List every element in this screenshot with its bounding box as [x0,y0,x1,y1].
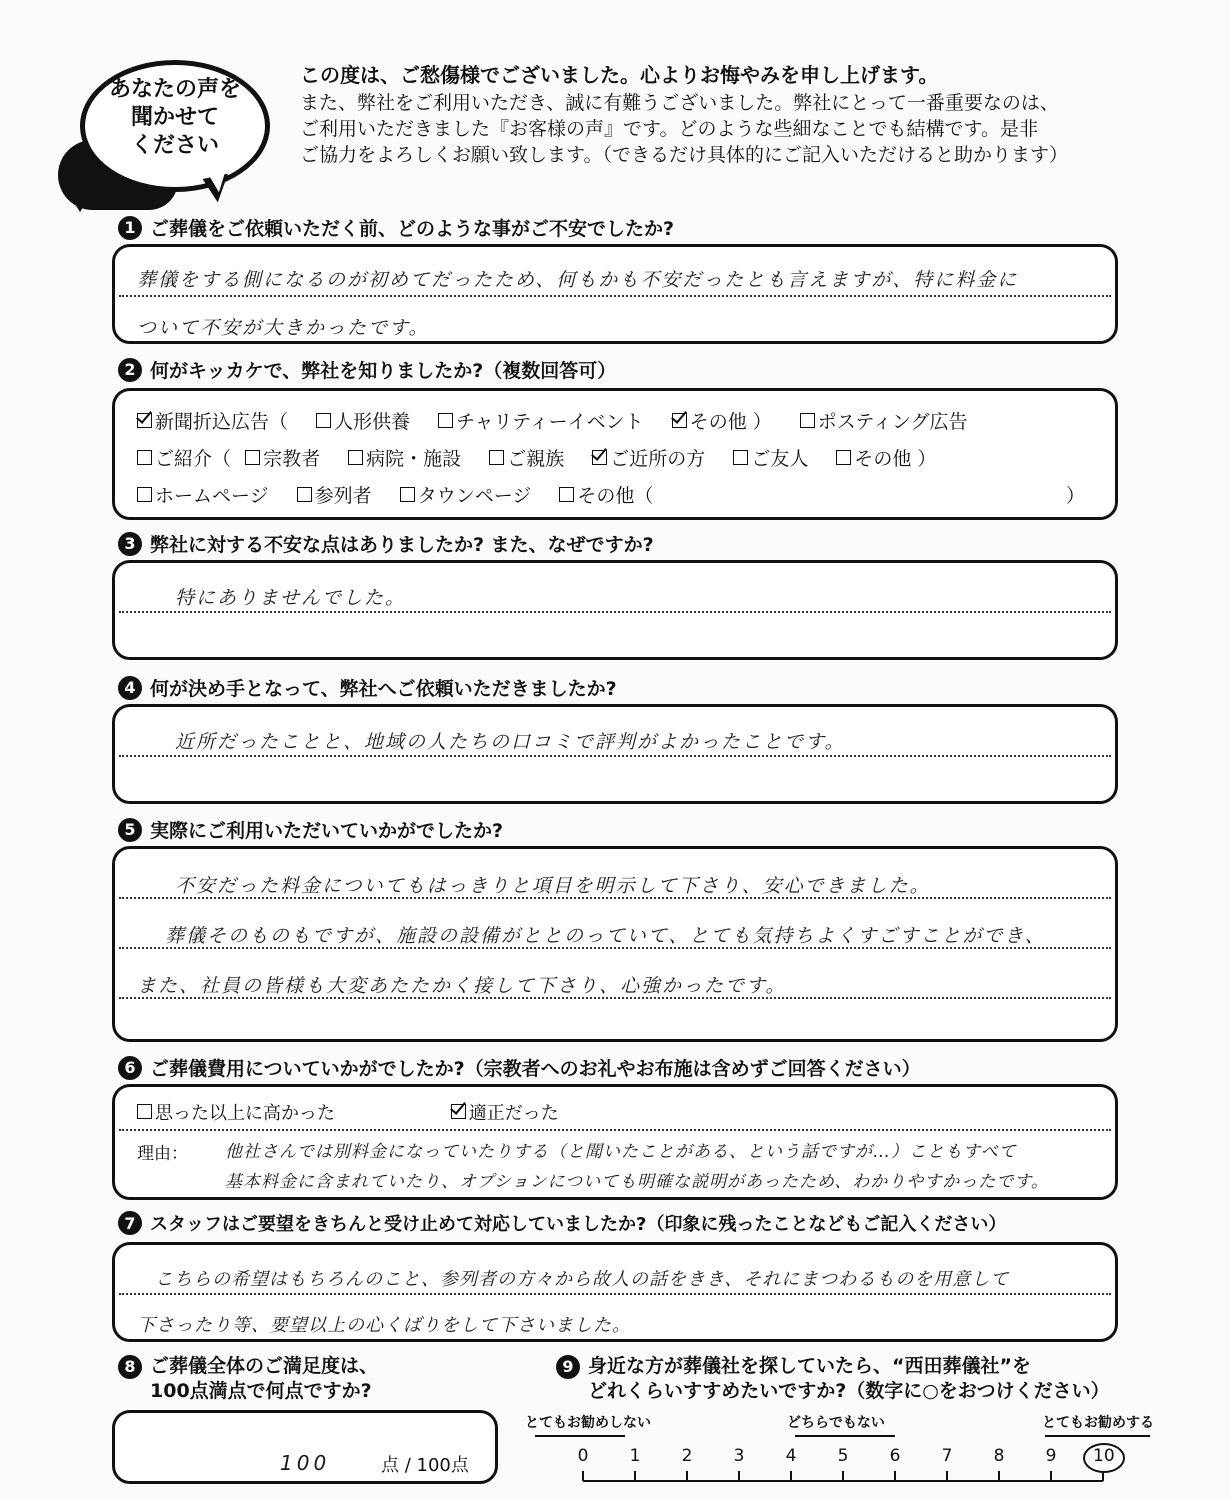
option-label: その他（ [577,485,654,507]
answer-box-3[interactable] [112,560,1118,660]
checkbox-checked[interactable] [592,450,607,465]
checkbox[interactable] [245,450,260,465]
bubble-line: ください [130,133,219,158]
option-posting-ad[interactable] [800,407,968,434]
scale-tick-label[interactable]: 4 [785,1446,797,1466]
checkbox-checked[interactable] [137,413,152,428]
question-9 [556,1354,1110,1404]
option-label: タウンページ [417,485,532,507]
option-row [137,407,990,434]
option-label: チャリティーイベント [456,411,644,433]
option-hospital[interactable] [348,444,461,471]
speech-bubble-tail-inner [209,173,228,194]
question-text: どれくらいすすめたいですか?（数字に○をおつけください） [588,1380,1110,1402]
checkbox[interactable] [733,450,748,465]
option-relatives[interactable] [489,444,564,471]
option-label: 適正だった [468,1103,559,1124]
option-other-referral[interactable] [836,444,936,471]
question-number: 6 [118,1056,142,1080]
handwritten-answer: また、社員の皆様も大変あたたかく接して下さり、心強かったです。 [137,975,787,997]
option-label: 思った以上に高かった [155,1103,335,1124]
scale-label-mid: どちらでもない [787,1415,885,1431]
ruled-line [119,1293,1111,1295]
answer-box-4[interactable] [112,704,1118,804]
question-4 [118,674,617,701]
scale-tick-label[interactable]: 2 [681,1446,693,1466]
bubble-text [80,76,270,160]
question-text: スタッフはご要望をきちんと受け止めて対応していましたか?（印象に残ったことなどもご記入ください） [150,1214,1007,1235]
question-number: 4 [118,676,142,700]
question-5 [118,816,503,843]
checkbox[interactable] [348,450,363,465]
question-text: 弊社に対する不安な点はありましたか? また、なぜですか? [150,534,654,556]
checkbox[interactable] [559,487,574,502]
option-homepage[interactable] [137,481,269,508]
intro-line: また、弊社をご利用いただき、誠に有難うございました。弊社にとって一番重要なのは、 [300,92,1059,114]
selected-circle [1083,1443,1125,1473]
question-text: 何が決め手となって、弊社へご依頼いただきましたか? [150,678,617,700]
answer-box-6[interactable] [112,1084,1118,1200]
option-too-expensive[interactable] [137,1099,335,1125]
intro-line: ご利用いただきました『お客様の声』です。どのような些細なことでも結構です。是非 [300,118,1038,140]
option-doll-memorial[interactable] [316,407,410,434]
bubble-line: あなたの声を [108,77,241,102]
score-box[interactable] [112,1410,498,1484]
question-8 [118,1354,378,1404]
bubble-shadow-tail [66,190,94,212]
scale-tick-label[interactable]: 8 [993,1446,1005,1466]
scale-label-high: とてもお勧めする [1042,1415,1154,1431]
option-label: ご近所の方 [610,448,706,470]
option-neighbors[interactable] [592,444,705,471]
question-number: 8 [118,1355,142,1379]
question-number: 7 [118,1211,142,1235]
question-7 [118,1210,1006,1236]
scale-tick-label[interactable]: 1 [629,1446,641,1466]
option-label: 病院・施設 [366,448,462,470]
option-label: ご友人 [751,448,809,470]
question-text: 実際にご利用いただいていかがでしたか? [150,820,504,842]
checkbox-checked[interactable] [451,1104,466,1119]
handwritten-answer: こちらの希望はもちろんのこと、参列者の方々から故人の話をきき、それにまつわるものを用意して [155,1269,1010,1290]
option-religious[interactable] [245,444,320,471]
option-other-free[interactable] [559,481,653,508]
checkbox-checked[interactable] [672,413,687,428]
bubble-line: 聞かせて [130,105,219,130]
handwritten-answer: 下さったり等、要望以上の心くばりをして下さいました。 [137,1315,631,1336]
ruled-line [119,755,1111,757]
option-label: ホームページ [155,485,269,507]
option-row [137,481,675,508]
question-number: 2 [118,358,142,382]
checkbox[interactable] [137,1104,152,1119]
scale-tick-label[interactable]: 7 [941,1446,953,1466]
question-number: 5 [118,818,142,842]
option-label: 新聞折込広告（ [155,411,289,433]
bracket-low [535,1435,625,1437]
option-row [137,444,958,471]
option-friends[interactable] [733,444,808,471]
question-3 [118,530,654,557]
option-newspaper[interactable] [137,407,288,434]
option-label: ご紹介（ [155,448,232,470]
option-label: その他 ） [689,411,772,433]
checkbox[interactable] [438,413,453,428]
option-reasonable[interactable] [451,1099,559,1125]
option-attendee[interactable] [297,481,372,508]
option-label: 参列者 [314,485,372,507]
answer-box-7[interactable] [112,1242,1118,1342]
scale-tick-label[interactable]: 0 [577,1446,589,1466]
option-label: ご親族 [507,448,565,470]
scale-tick-label[interactable]: 6 [889,1446,901,1466]
option-charity-event[interactable] [438,407,644,434]
option-referral[interactable] [137,444,231,471]
score-suffix: 点 / 100点 [381,1455,469,1476]
question-1 [118,214,674,241]
answer-box-1[interactable] [112,244,1118,344]
checkbox[interactable] [800,413,815,428]
scale-label-low: とてもお勧めしない [525,1415,651,1431]
ruled-line [119,1129,1111,1131]
option-label: ポスティング広告 [817,411,968,433]
option-row [137,1099,581,1125]
reason-label: 理由： [137,1144,188,1164]
option-label: 人形供養 [334,411,411,433]
ruled-line [119,611,1111,613]
question-number: 9 [556,1355,580,1379]
handwritten-answer: 近所だったことと、地域の人たちの口コミで評判がよかったことです。 [175,731,846,753]
intro-lead: この度は、ご愁傷様でございました。心よりお悔やみを申し上げます。 [300,63,939,87]
bracket-mid [795,1435,895,1437]
question-text: ご葬儀全体のご満足度は、 [150,1355,379,1377]
intro-line: ご協力をよろしくお願い致します。（できるだけ具体的にご記入いただけると助かります） [300,144,1068,166]
handwritten-answer: 基本料金に含まれていたり、オプションについても明確な説明があったため、わかりやすかったです。 [225,1172,1049,1192]
option-label: その他 ） [854,448,937,470]
recommend-scale [515,1410,1195,1500]
scale-baseline [583,1480,1103,1482]
handwritten-answer: 特にありませんでした。 [175,587,407,609]
checkbox[interactable] [137,487,152,502]
handwritten-answer: 不安だった料金についてもはっきりと項目を明示して下さり、安心できました。 [175,875,931,897]
handwritten-answer: ついて不安が大きかったです。 [137,317,430,339]
question-text: 身近な方が葬儀社を探していたら、“西田葬儀社”を [588,1355,1031,1377]
checkbox[interactable] [836,450,851,465]
question-6 [118,1054,921,1081]
intro-text [300,62,1130,168]
question-text: ご葬儀費用についていかがでしたか?（宗教者へのお礼やお布施は含めずご回答ください） [150,1058,921,1080]
scale-tick-label[interactable]: 5 [837,1446,849,1466]
question-number: 1 [118,216,142,240]
handwritten-answer: 葬儀そのものもですが、施設の設備がととのっていて、とても気持ちよくすごすことができ、 [165,925,1046,947]
scale-tick-label[interactable]: 10 [1093,1446,1115,1466]
checkbox[interactable] [137,450,152,465]
answer-box-5[interactable] [112,846,1118,1042]
close-paren: ） [1065,485,1085,507]
question-2 [118,356,616,383]
option-other-ad[interactable] [672,407,772,434]
question-text: 何がキッカケで、弊社を知りましたか?（複数回答可） [150,360,617,382]
bracket-high [1045,1435,1150,1437]
answer-box-2 [112,388,1118,520]
ruled-line [119,295,1111,297]
handwritten-answer: 葬儀をする側になるのが初めてだったため、何もかも不安だったとも言えますが、特に料金に [137,269,1019,291]
scale-tick-label[interactable]: 3 [733,1446,745,1466]
question-number: 3 [118,532,142,556]
handwritten-score[interactable]: 100 [280,1451,331,1475]
scale-tick-label[interactable]: 9 [1045,1446,1057,1466]
handwritten-answer: 他社さんでは別料金になっていたりする（と聞いたことがある、という話ですが…）こともすべて [225,1142,1017,1162]
question-text: 100点満点で何点ですか? [150,1380,372,1402]
question-text: ご葬儀をご依頼いただく前、どのような事がご不安でしたか? [150,218,675,240]
checkbox[interactable] [316,413,331,428]
checkbox[interactable] [489,450,504,465]
option-townpage[interactable] [400,481,532,508]
checkbox[interactable] [297,487,312,502]
checkbox[interactable] [400,487,415,502]
option-label: 宗教者 [263,448,321,470]
